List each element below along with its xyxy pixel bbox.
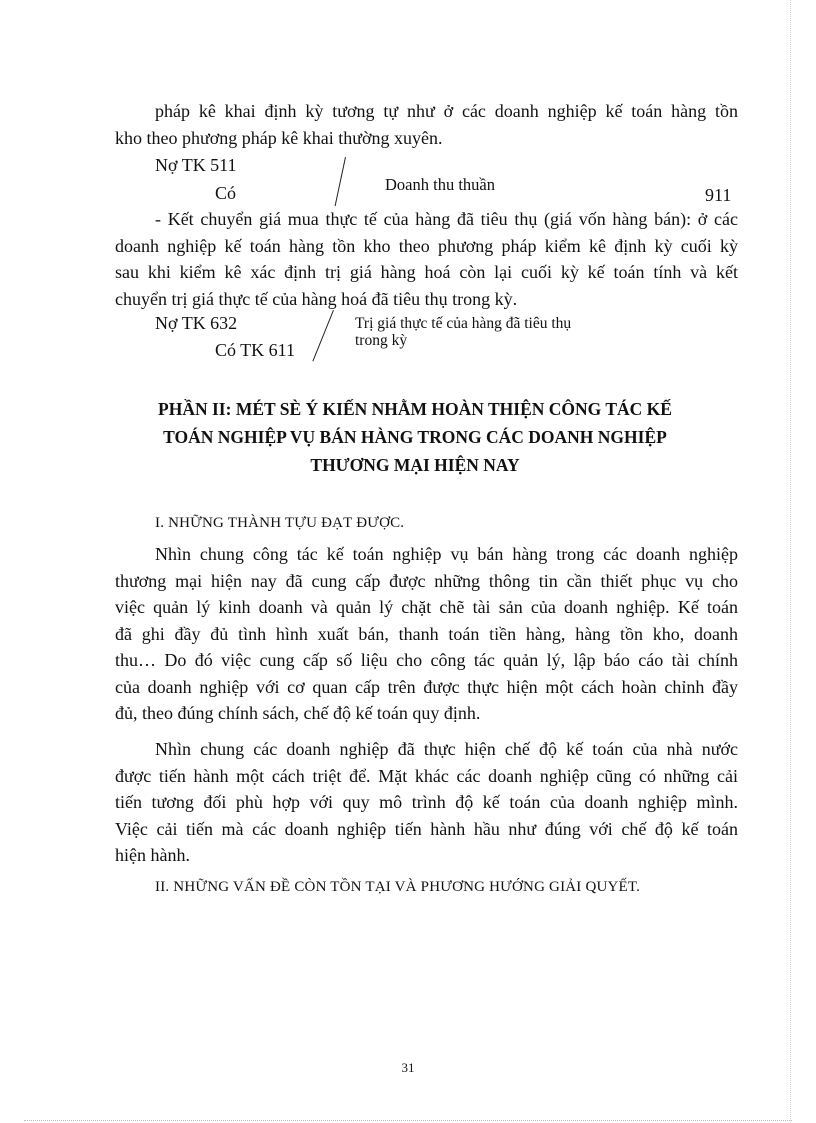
entry-1-credit: Có	[215, 183, 237, 203]
entry-1-credit-account: 911	[705, 185, 732, 205]
section-1-paragraph-1	[115, 541, 738, 727]
paragraph-line: hiện hành.	[115, 845, 190, 865]
paragraph-line: Việc cải tiến mà các doanh nghiệp tiến hành hầu như đúng với chế độ kế toán	[115, 818, 738, 839]
paragraph-line: của doanh nghiệp với cơ quan cấp trên được thực hiện một cách hoàn chỉnh đầy	[115, 676, 738, 697]
paragraph-line: việc quản lý kinh doanh và quản lý chặt chẽ tài sản của doanh nghiệp. Kế toán	[115, 597, 738, 617]
paragraph-line: tiến tương đối phù hợp với quy mô trình độ kế toán của doanh nghiệp mình.	[115, 792, 738, 812]
part-heading	[130, 395, 700, 479]
entry-1-description: Doanh thu thuần	[385, 175, 495, 194]
paragraph-line: đã ghi đầy đủ tình hình xuất bán, thanh toán tiền hàng, hàng tồn kho, doanh	[115, 623, 738, 644]
entry-1-divider	[335, 157, 347, 206]
paragraph-line: thu… Do đó việc cung cấp số liệu cho công tác quản lý, lập báo cáo tài chính	[115, 650, 738, 670]
part-heading-line: THƯƠNG MẠI HIỆN NAY	[310, 455, 520, 475]
part-heading-line: TOÁN NGHIỆP VỤ BÁN HÀNG TRONG CÁC DOANH NGHIỆP	[163, 427, 667, 447]
paragraph-line: sau khi kiểm kê xác định trị giá hàng hoá còn lại cuối kỳ kế toán tính và kết	[115, 262, 738, 282]
paragraph-line: chuyển trị giá thực tế của hàng hoá đã tiêu thụ trong kỳ.	[115, 288, 518, 309]
entry-1-debit: Nợ TK 511	[155, 155, 237, 175]
section-2-title: II. NHỮNG VẤN ĐỀ CÒN TỒN TẠI VÀ PHƯƠNG HƯỚNG GIẢI QUYẾT.	[155, 879, 641, 895]
paragraph-line: doanh nghiệp kế toán hàng tồn kho theo phương pháp kiểm kê định kỳ cuối kỳ	[115, 235, 738, 256]
part-heading-line: PHẦN II: MÉT SÈ Ý KIẾN NHẰM HOÀN THIỆN CÔNG TÁC KẾ	[158, 399, 672, 419]
paragraph-line: Nhìn chung các doanh nghiệp đã thực hiện chế độ kế toán của nhà nước	[155, 739, 738, 759]
page-border-right	[790, 0, 791, 1123]
section-1-paragraph-2	[115, 736, 738, 869]
page-number: 31	[401, 1060, 415, 1075]
entry-2-credit: Có TK 611	[215, 340, 296, 360]
section-1-title: I. NHỮNG THÀNH TỰU ĐẠT ĐƯỢC.	[155, 515, 405, 531]
intro-paragraph	[115, 98, 738, 151]
entry-2-description-line1: Trị giá thực tế của hàng đã tiêu thụ	[355, 315, 572, 332]
entry-2-debit: Nợ TK 632	[155, 313, 238, 333]
paragraph-line: pháp kê khai định kỳ tương tự như ở các doanh nghiệp kế toán hàng tồn	[155, 101, 738, 121]
entry-2-divider	[312, 310, 334, 362]
paragraph-line: được tiến hành một cách triệt để. Mặt khác các doanh nghiệp cũng có những cải	[115, 765, 738, 786]
paragraph-line: - Kết chuyển giá mua thực tế của hàng đã tiêu thụ (giá vốn hàng bán): ở các	[155, 209, 738, 229]
paragraph-line: đủ, theo đúng chính sách, chế độ kế toán quy định.	[115, 703, 481, 723]
page-border-bottom	[24, 1120, 792, 1121]
paragraph-line: kho theo phương pháp kê khai thường xuyên.	[115, 127, 443, 148]
paragraph-line: thương mại hiện nay đã cung cấp được những thông tin cần thiết phục vụ cho	[115, 570, 738, 591]
paragraph-line: Nhìn chung công tác kế toán nghiệp vụ bán hàng trong các doanh nghiệp	[155, 544, 738, 564]
entry-2-description-line2: trong kỳ	[355, 332, 408, 349]
transfer-paragraph	[115, 206, 738, 312]
